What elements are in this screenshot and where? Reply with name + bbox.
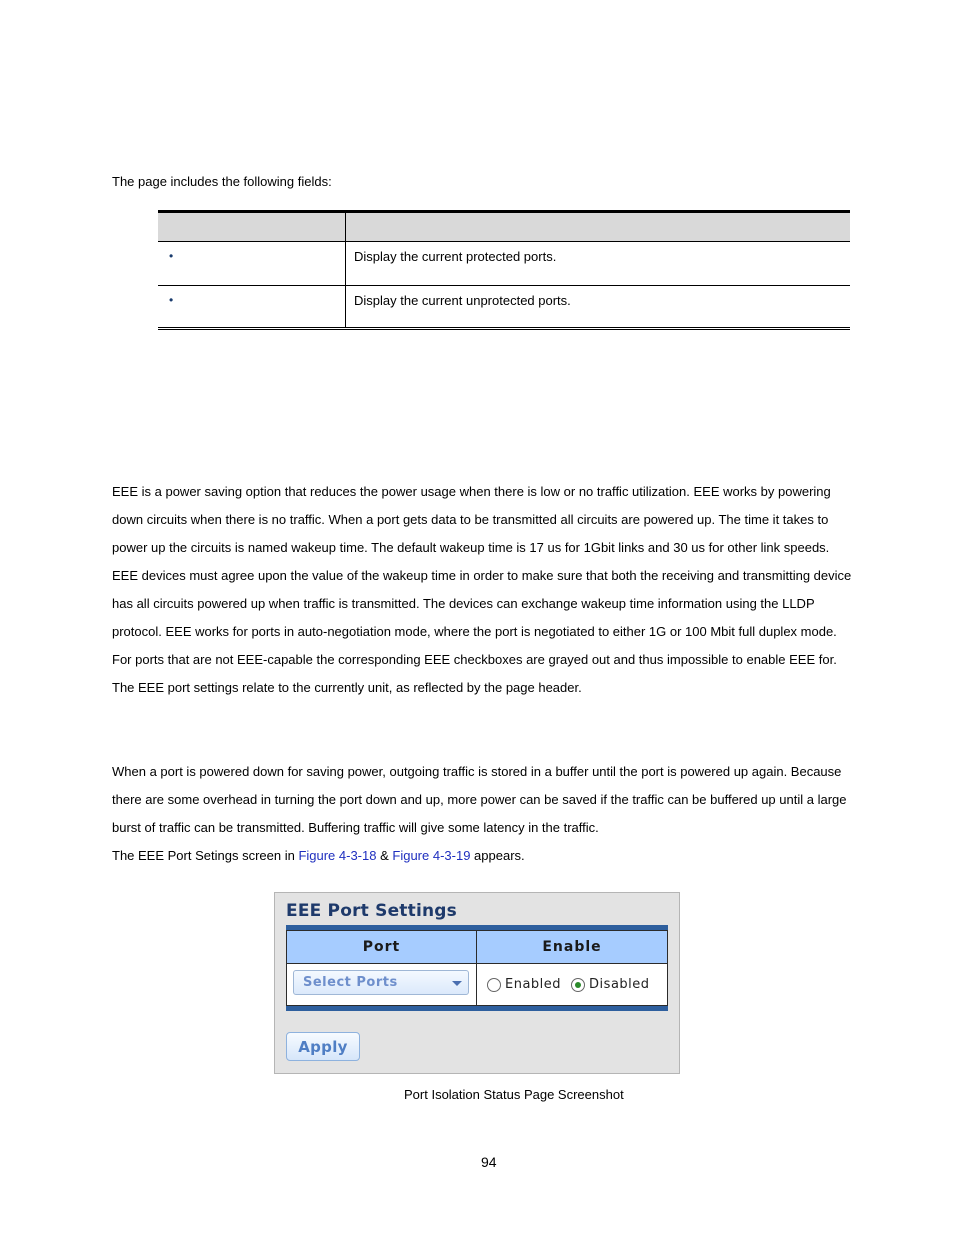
eee-table-header — [286, 930, 668, 964]
eee-settings-table — [286, 925, 668, 1011]
figure-reference-paragraph — [112, 842, 852, 870]
apply-button[interactable]: Apply — [286, 1032, 360, 1061]
select-ports-value: Select Ports — [303, 975, 398, 990]
port-cell — [286, 964, 477, 1006]
enable-cell — [477, 964, 668, 1006]
fields-table — [158, 210, 850, 330]
column-header-port: Port — [286, 930, 477, 964]
table-row — [158, 286, 850, 329]
select-ports-dropdown[interactable] — [293, 970, 469, 995]
fields-object-cell — [158, 286, 346, 329]
radio-enabled-option[interactable] — [487, 977, 561, 992]
radio-disabled-label: Disabled — [589, 977, 650, 992]
table-row — [158, 242, 850, 286]
table-row — [286, 964, 668, 1006]
fields-object-cell — [158, 242, 346, 286]
panel-title: EEE Port Settings — [286, 901, 457, 921]
figure-ref-after: appears. — [470, 848, 525, 863]
radio-disabled-option[interactable] — [571, 977, 649, 992]
radio-enabled[interactable] — [487, 978, 501, 992]
fields-table-header — [158, 212, 850, 242]
column-header-enable: Enable — [477, 930, 668, 964]
figure-caption: Port Isolation Status Page Screenshot — [404, 1087, 624, 1102]
figure-link-4-3-19[interactable]: Figure 4-3-19 — [392, 848, 471, 863]
eee-port-settings-panel — [274, 892, 680, 1074]
page-number: 94 — [481, 1154, 497, 1170]
chevron-down-icon — [452, 981, 462, 986]
fields-description-cell: Display the current unprotected ports. — [346, 286, 851, 329]
bullet-icon: • — [169, 293, 174, 307]
fields-description-cell: Display the current protected ports. — [346, 242, 851, 286]
figure-ref-middle: & — [376, 848, 393, 863]
figure-link-4-3-18[interactable]: Figure 4-3-18 — [298, 848, 377, 863]
fields-header-description — [346, 212, 851, 242]
buffering-paragraph: When a port is powered down for saving power, outgoing traffic is stored in a buffer until the port is powered up again. Because there are some overhead in turning the port down and up, more power can be saved if the traffic can be buffered up until a large burst of traffic can be transmitted. Buffering traffic will give some latency in the traffic. — [112, 764, 847, 835]
radio-enabled-label: Enabled — [505, 977, 562, 992]
radio-disabled[interactable] — [571, 978, 585, 992]
bullet-icon: • — [169, 249, 174, 263]
eee-description-paragraph: EEE is a power saving option that reduces the power usage when there is low or no traffic utilization. EEE works by powering down circuits when there is no traffic. When a port gets data to be transmitted all circuits are powered up. The time it takes to power up the circuits is named wakeup time. The default wakeup time is 17 us for 1Gbit links and 30 us for other link speeds. EEE devices must agree upon the value of the wakeup time in order to make sure that both the receiving and transmitting device has all circuits powered up when traffic is transmitted. The devices can exchange wakeup time information using the LLDP protocol. EEE works for ports in auto-negotiation mode, where the port is negotiated to either 1G or 100 Mbit full duplex mode. For ports that are not EEE-capable the corresponding EEE checkboxes are grayed out and thus impossible to enable EEE for. The EEE port settings relate to the currently unit, as reflected by the page header. — [112, 484, 852, 695]
figure-ref-before: The EEE Port Setings screen in — [112, 848, 299, 863]
intro-text: The page includes the following fields: — [112, 174, 332, 189]
fields-header-object — [158, 212, 346, 242]
